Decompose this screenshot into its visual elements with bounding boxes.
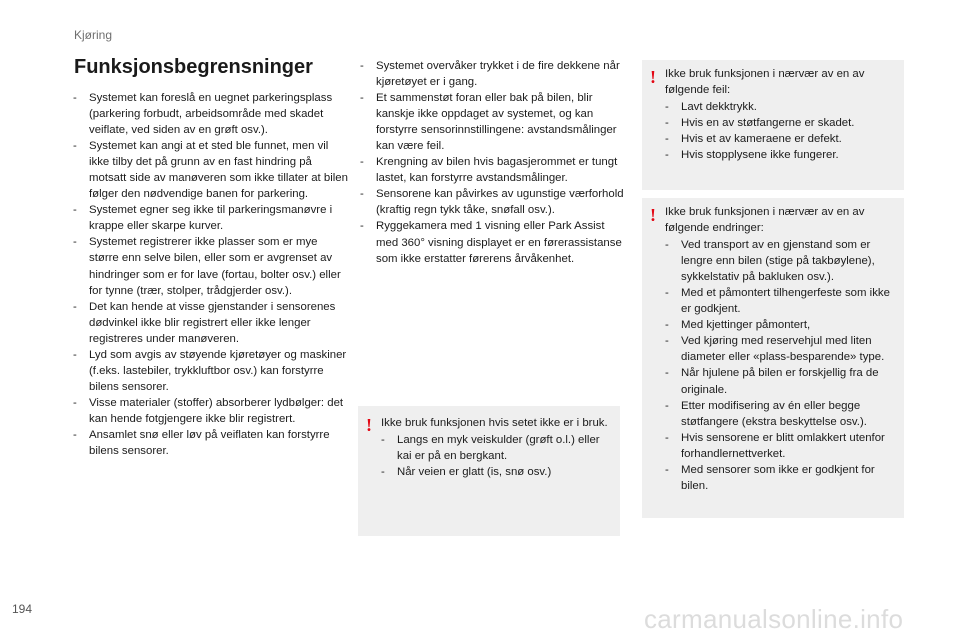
limitations-list-2 (360, 58, 625, 267)
list-item: - Med sensorer som ikke er godkjent for bilen. (665, 462, 898, 494)
warning-intro: Ikke bruk funksjonen i nærvær av en av følgende feil: (665, 68, 865, 97)
limitations-list-1 (73, 90, 348, 459)
list-item: - Ansamlet snø eller løv på veiflaten kan forstyrre bilens sensorer. (73, 427, 348, 459)
list-item: - Hvis stopplysene ikke fungerer. (665, 147, 898, 163)
warning-text (665, 204, 898, 494)
list-item: - Systemet kan angi at et sted ble funnet, men vil ikke tilby det på grunn av en fast hindring på motsatt side av manøveren som ikke tillater at bilen følger den nødvendige banen for parkering. (73, 138, 348, 202)
list-item: - Ved kjøring med reservehjul med liten diameter eller «plass-besparende» type. (665, 333, 898, 365)
list-item: - Hvis sensorene er blitt omlakkert utenfor forhandlernettverket. (665, 430, 898, 462)
limitations-column-1 (73, 90, 348, 459)
list-item: - Visse materialer (stoffer) absorberer lydbølger: det kan hende fotgjengere ikke blir registrert. (73, 395, 348, 427)
list-item: - Systemet kan foreslå en uegnet parkeringsplass (parkering forbudt, arbeidsområde med skadet veiflate, ved siden av en grøft osv.). (73, 90, 348, 138)
exclamation-warning-icon: ! (650, 205, 656, 225)
list-item: - Når hjulene på bilen er forskjellig fra de originale. (665, 365, 898, 397)
section-header: Kjøring (74, 28, 113, 42)
warning-list (665, 99, 898, 163)
page-title: Funksjonsbegrensninger (74, 56, 313, 78)
list-item: - Hvis en av støtfangerne er skadet. (665, 115, 898, 131)
warning-intro: Ikke bruk funksjonen hvis setet ikke er i bruk. (381, 417, 608, 429)
list-item: - Et sammenstøt foran eller bak på bilen, blir kanskje ikke oppdaget av systemet, og kan forstyrre sensorinnstillingene: avstandsmålinger kan være feil. (360, 90, 625, 154)
exclamation-warning-icon: ! (366, 415, 372, 435)
list-item: - Systemet registrerer ikke plasser som er mye større enn selve bilen, eller som er avgrenset av hindringer som er for lave (fortau, bolter osv.) eller for tynne (trær, stolper, trådgjerder osv.). (73, 234, 348, 298)
list-item: - Krengning av bilen hvis bagasjerommet er tungt lastet, kan forstyrre avstandsmålinger. (360, 154, 625, 186)
warning-box-changes (642, 198, 904, 518)
list-item: - Ryggekamera med 1 visning eller Park Assist med 360° visning displayet er en førerassistanse som ikke erstatter førerens årvåkenhet. (360, 218, 625, 266)
warning-list (665, 237, 898, 494)
warning-text (381, 415, 614, 480)
warning-box-faults (642, 60, 904, 190)
list-item: - Sensorene kan påvirkes av ugunstige værforhold (kraftig regn tykk tåke, snøfall osv.). (360, 186, 625, 218)
list-item: - Lyd som avgis av støyende kjøretøyer og maskiner (f.eks. lastebiler, trykkluftbor osv.) kan forstyrre bilens sensorer. (73, 347, 348, 395)
list-item: - Med kjettinger påmontert, (665, 317, 898, 333)
list-item: - Hvis et av kameraene er defekt. (665, 131, 898, 147)
list-item: - Langs en myk veiskulder (grøft o.l.) eller kai er på en bergkant. (381, 432, 614, 464)
exclamation-warning-icon: ! (650, 67, 656, 87)
limitations-column-2 (360, 58, 625, 267)
warning-list (381, 432, 614, 480)
list-item: - Systemet egner seg ikke til parkeringsmanøvre i krappe eller skarpe kurver. (73, 202, 348, 234)
list-item: - Det kan hende at visse gjenstander i sensorenes dødvinkel ikke blir registrert eller ikke lenger registreres under manøveren. (73, 299, 348, 347)
list-item: - Systemet overvåker trykket i de fire dekkene når kjøretøyet er i gang. (360, 58, 625, 90)
list-item: - Etter modifisering av én eller begge støtfangere (ekstra beskyttelse osv.). (665, 398, 898, 430)
page-number: 194 (12, 602, 33, 616)
list-item: - Lavt dekktrykk. (665, 99, 898, 115)
list-item: - Når veien er glatt (is, snø osv.) (381, 464, 614, 480)
list-item: - Med et påmontert tilhengerfeste som ikke er godkjent. (665, 285, 898, 317)
list-item: - Ved transport av en gjenstand som er lengre enn bilen (stige på takbøylene), sykkelstativ på bakluken osv.). (665, 237, 898, 285)
warning-box-seat (358, 406, 620, 536)
warning-text (665, 66, 898, 163)
warning-intro: Ikke bruk funksjonen i nærvær av en av følgende endringer: (665, 206, 865, 235)
watermark: carmanualsonline.info (644, 604, 904, 634)
